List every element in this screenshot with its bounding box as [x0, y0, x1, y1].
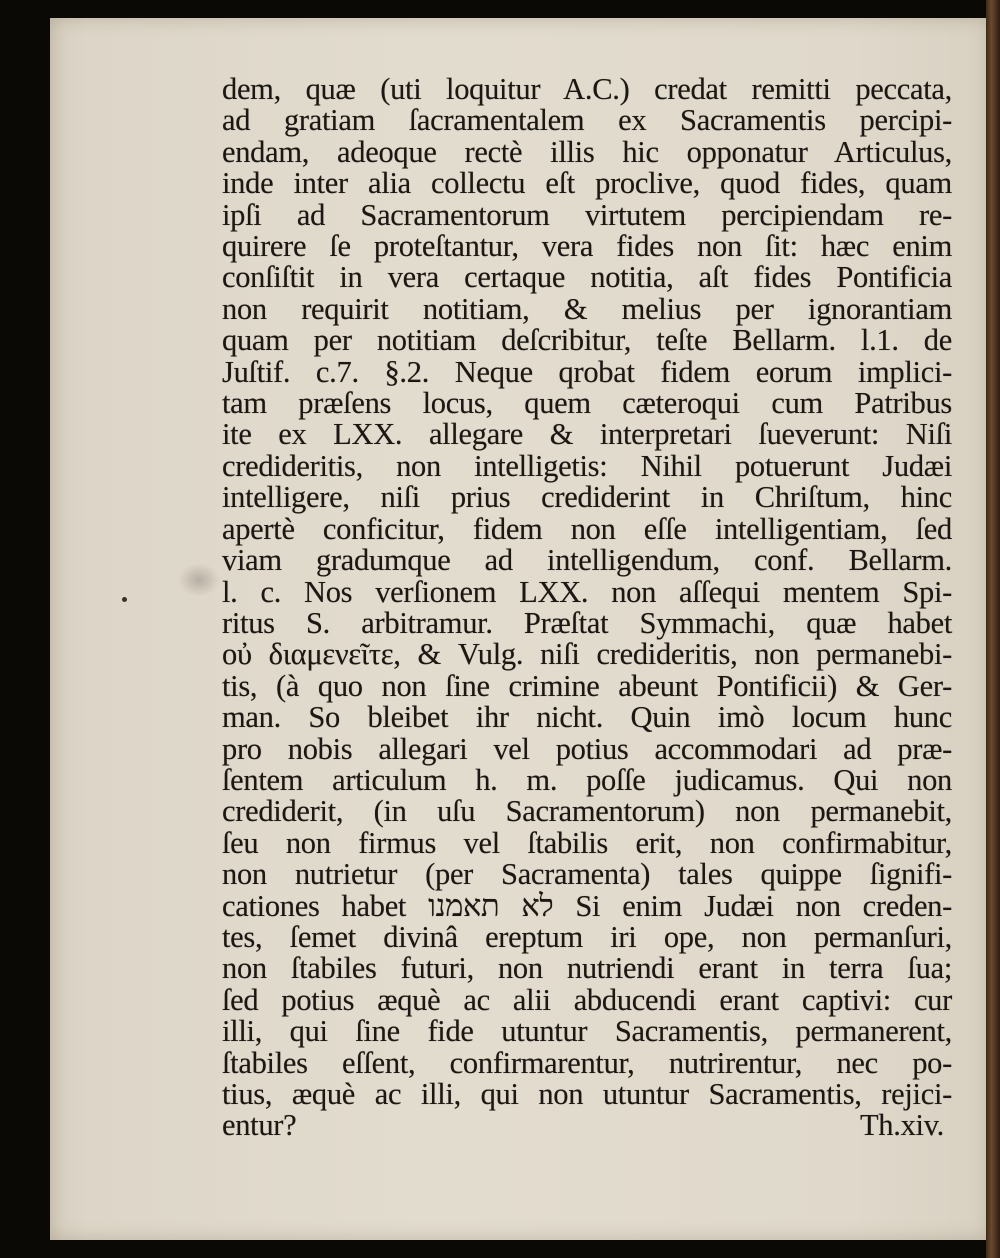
text-line: Juſtif. c.7. §.2. Neque qrobat fidem eorum implici-	[222, 354, 952, 389]
text-line: l. c. Nos verſionem LXX. non aſſequi mentem Spi-	[222, 574, 952, 609]
text-line: crediderit, (in uſu Sacramentorum) non permanebit,	[222, 794, 952, 829]
ink-spot	[122, 597, 127, 602]
page-edge	[986, 0, 1000, 1258]
text-line: ſentem articulum h. m. poſſe judicamus. Qui non	[222, 762, 952, 797]
text-line: quirere ſe proteſtantur, vera fides non ſit: hæc enim	[222, 229, 952, 264]
text-line: apertè conficitur, fidem non eſſe intelligentiam, ſed	[222, 511, 952, 546]
text-line: inde inter alia collectu eſt proclive, quod fides, quam	[222, 166, 952, 201]
text-line: illi, qui ſine fide utuntur Sacramentis, permanerent,	[222, 1014, 952, 1049]
text-line: tis, (à quo non ſine crimine abeunt Pontificii) & Ger-	[222, 668, 952, 703]
text-line: intelligere, niſi prius crediderint in Chriſtum, hinc	[222, 480, 952, 515]
text-line: man. So bleibet ihr nicht. Quin imò locum hunc	[222, 700, 952, 735]
text-line: viam gradumque ad intelligendum, conf. Bellarm.	[222, 543, 952, 578]
text-line: ritus S. arbitramur. Præſtat Symmachi, quæ habet	[222, 605, 952, 640]
text-line: ſed potius æquè ac alii abducendi erant captivi: cur	[222, 982, 952, 1017]
text-line: non nutrietur (per Sacramenta) tales quippe ſignifi-	[222, 857, 952, 892]
text-line: conſiſtit in vera certaque notitia, aſt fides Pontificia	[222, 260, 952, 295]
text-line: quam per notitiam deſcribitur, teſte Bellarm. l.1. de	[222, 323, 952, 358]
text-line: dem, quæ (uti loquitur A.C.) credat remitti peccata,	[222, 72, 952, 106]
text-line: tius, æquè ac illi, qui non utuntur Sacramentis, rejici-	[222, 1077, 952, 1111]
final-word: entur?	[222, 1108, 297, 1143]
text-line: non requirit notitiam, & melius per ignorantiam	[222, 291, 952, 326]
text-line: οὐ διαμενεῖτε, & Vulg. niſi credideritis, non permanebi-	[222, 637, 952, 672]
last-line	[222, 1110, 952, 1141]
text-line: ite ex LXX. allegare & interpretari ſueverunt: Niſi	[222, 417, 952, 452]
body-text	[222, 74, 952, 1142]
catchword: Th.xiv.	[859, 1108, 944, 1143]
text-line: non ſtabiles futuri, non nutriendi erant in terra ſua;	[222, 951, 952, 986]
text-line: ſtabiles eſſent, confirmarentur, nutrirentur, nec po-	[222, 1045, 952, 1080]
text-line: tes, ſemet divinâ ereptum iri ope, non permanſuri,	[222, 919, 952, 954]
text-line: cationes habet לא תאמנו Si enim Judæi non creden-	[222, 888, 952, 923]
paper-stain	[178, 563, 220, 597]
text-line: pro nobis allegari vel potius accommodari ad præ-	[222, 731, 952, 766]
text-line: ipſi ad Sacramentorum virtutem percipiendam re-	[222, 197, 952, 232]
text-line: endam, adeoque rectè illis hic opponatur Articulus,	[222, 134, 952, 169]
text-line: ſeu non firmus vel ſtabilis erit, non confirmabitur,	[222, 825, 952, 860]
text-line: credideritis, non intelligetis: Nihil potuerunt Judæi	[222, 448, 952, 483]
text-line: tam præſens locus, quem cæteroqui cum Patribus	[222, 386, 952, 421]
text-line: ad gratiam ſacramentalem ex Sacramentis percipi-	[222, 103, 952, 138]
